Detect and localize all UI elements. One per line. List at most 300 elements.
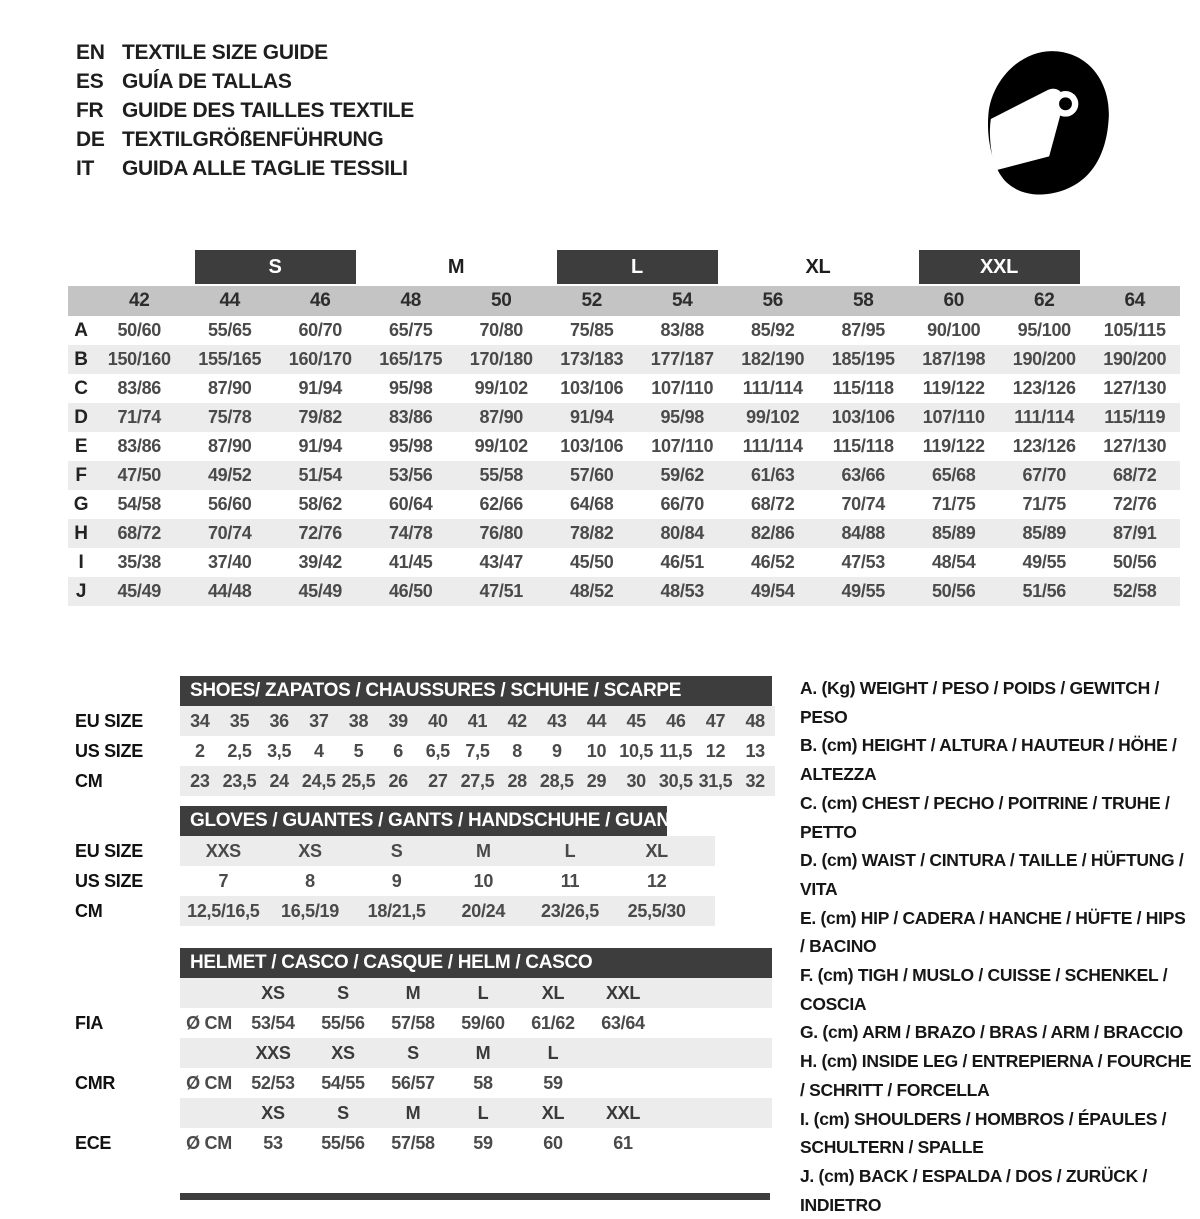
row-values (180, 706, 775, 736)
size-value: 67/70 (1022, 465, 1067, 485)
size-value: 95/100 (1017, 320, 1071, 340)
size-value: 177/187 (650, 349, 714, 369)
value-cell: 2,5 (227, 740, 252, 761)
size-value: 90/100 (927, 320, 981, 340)
value-cell: 28,5 (539, 770, 574, 791)
language-code: IT (76, 156, 95, 180)
row-strip (180, 1128, 772, 1158)
size-value: 35/38 (117, 552, 162, 572)
helmet-value: 59/60 (461, 1012, 505, 1033)
size-value: 83/86 (117, 378, 162, 398)
textile-row-g (68, 490, 1180, 519)
size-value: 155/165 (198, 349, 262, 369)
size-band-row (68, 250, 1180, 286)
size-number-row (68, 286, 1180, 316)
language-title: GUIDE DES TAILLES TEXTILE (122, 98, 414, 122)
size-number: 46 (309, 290, 331, 311)
size-value: 119/122 (922, 436, 985, 456)
size-value: 87/90 (207, 378, 252, 398)
size-number: 52 (581, 290, 603, 311)
size-value: 49/55 (841, 581, 886, 601)
language-code: ES (76, 69, 104, 93)
helmet-value: 63/64 (601, 1012, 645, 1033)
size-value: 87/95 (841, 320, 886, 340)
size-number: 64 (1124, 290, 1146, 311)
size-value: 39/42 (298, 552, 343, 572)
shoes-rows (75, 706, 775, 796)
language-title: TEXTILE SIZE GUIDE (122, 40, 328, 64)
size-value: 51/54 (298, 465, 343, 485)
value-cell: 41 (467, 710, 488, 731)
helmet-value: 56/57 (391, 1072, 435, 1093)
value-cell: 30,5 (658, 770, 693, 791)
size-value: 78/82 (569, 523, 614, 543)
language-title: TEXTILGRÖßENFÜHRUNG (122, 127, 384, 151)
value-cell: 8 (305, 870, 315, 891)
row-letter: D (74, 406, 88, 428)
size-value: 79/82 (298, 407, 343, 427)
value-cell: 46 (666, 710, 686, 731)
size-value: 83/86 (388, 407, 433, 427)
size-value: 115/118 (832, 378, 894, 398)
size-value: 70/74 (841, 494, 886, 514)
size-value: 99/102 (746, 407, 800, 427)
value-cell: L (564, 840, 576, 861)
size-band-m: M (447, 255, 465, 278)
size-value: 115/119 (1104, 407, 1166, 427)
size-value: 91/94 (569, 407, 614, 427)
value-cell: 9 (391, 870, 402, 891)
value-cell: 7 (218, 870, 229, 891)
size-value: 49/55 (1022, 552, 1067, 572)
value-cell: 23 (190, 770, 210, 791)
helmet-value: 55/56 (321, 1012, 365, 1033)
size-value: 103/106 (831, 407, 895, 427)
value-cell: 27 (428, 770, 448, 791)
size-value: 91/94 (298, 378, 343, 398)
size-value: 107/110 (922, 407, 985, 427)
legend-item: F. (cm) TIGH / MUSLO / CUISSE / SCHENKEL / COSCIA (800, 965, 1168, 1014)
value-cell: XL (645, 840, 668, 861)
size-value: 190/200 (1012, 349, 1076, 369)
legend-item: I. (cm) SHOULDERS / HOMBROS / ÉPAULES / SCHULTERN / SPALLE (800, 1108, 1167, 1158)
value-cell: 36 (269, 710, 289, 731)
value-cell: 20/24 (461, 900, 506, 921)
size-band-s: S (195, 250, 356, 284)
value-cell: 37 (309, 710, 329, 731)
legend-item: C. (cm) CHEST / PECHO / POITRINE / TRUHE / PETTO (800, 792, 1170, 842)
helmet-value (588, 1068, 658, 1098)
size-value: 37/40 (207, 552, 252, 572)
legend-item: G. (cm) ARM / BRAZO / BRAS / ARM / BRACCIO (800, 1022, 1183, 1043)
helmet-size: XS (331, 1042, 355, 1063)
size-value: 103/106 (560, 378, 624, 398)
measure-row (75, 706, 775, 736)
row-strip (180, 866, 715, 896)
value-cell: 10 (473, 870, 494, 891)
value-cell: 27,5 (460, 770, 495, 791)
size-value: 160/170 (288, 349, 352, 369)
row-letter: H (74, 522, 88, 544)
size-value: 44/48 (207, 581, 252, 601)
size-value: 52/58 (1112, 581, 1157, 601)
size-number: 58 (852, 290, 874, 311)
row-strip (180, 896, 715, 926)
measure-row (75, 836, 715, 866)
size-value: 80/84 (660, 523, 705, 543)
size-value: 190/200 (1103, 349, 1167, 369)
size-value: 127/130 (1103, 436, 1167, 456)
row-label (75, 1038, 180, 1068)
textile-row-b (68, 345, 1180, 374)
language-code: DE (76, 127, 105, 151)
standard-label: ECE (75, 1132, 112, 1153)
row-letter: G (73, 493, 89, 515)
textile-row-a (68, 316, 1180, 345)
helmet-size (588, 1038, 658, 1068)
helmet-size: M (475, 1042, 491, 1063)
helmet-size: M (405, 1102, 421, 1123)
shoes-table (75, 676, 775, 796)
size-value: 123/126 (1012, 436, 1076, 456)
row-values (180, 896, 700, 926)
size-value: 111/114 (742, 378, 803, 398)
value-cell: 23,5 (222, 770, 257, 791)
row-letter: F (75, 464, 87, 486)
size-value: 70/74 (207, 523, 252, 543)
helmet-values-row (75, 1128, 772, 1158)
size-value: 51/56 (1022, 581, 1067, 601)
size-number: 50 (490, 290, 512, 311)
row-values (180, 1098, 658, 1128)
size-value: 55/65 (207, 320, 252, 340)
value-cell: 40 (428, 710, 448, 731)
size-value: 82/86 (750, 523, 795, 543)
helmet-size: XS (261, 982, 285, 1003)
helmet-value: 53/54 (251, 1012, 295, 1033)
size-value: 115/118 (832, 436, 894, 456)
helmet-size: S (337, 982, 349, 1003)
size-value: 111/114 (1014, 407, 1075, 427)
row-strip (180, 736, 775, 766)
row-strip (180, 978, 772, 1008)
size-value: 170/180 (469, 349, 533, 369)
value-cell: 11 (560, 870, 580, 891)
textile-row-h (68, 519, 1180, 548)
row-letter: C (74, 377, 88, 399)
textile-row-c (68, 374, 1180, 403)
value-cell: 47 (705, 710, 726, 731)
size-value: 71/74 (117, 407, 162, 427)
size-value: 45/50 (569, 552, 614, 572)
value-cell: S (390, 840, 403, 861)
size-value: 56/60 (207, 494, 252, 514)
legend-item: A. (Kg) WEIGHT / PESO / POIDS / GEWITCH / PESO (800, 678, 1160, 727)
value-cell: 6,5 (425, 740, 450, 761)
size-band-xl: XL (805, 255, 831, 278)
size-band-xxl: XXL (919, 250, 1080, 284)
size-value: 127/130 (1103, 378, 1167, 398)
row-values (180, 1128, 658, 1158)
size-value: 46/51 (660, 552, 705, 572)
row-letter: I (78, 551, 84, 573)
row-letter: A (74, 319, 88, 341)
gloves-rows (75, 836, 715, 926)
helmet-value: 59 (543, 1072, 563, 1093)
helmet-size: L (477, 982, 489, 1003)
size-value: 66/70 (660, 494, 705, 514)
row-label (75, 978, 180, 1008)
helmet-value: 57/58 (391, 1132, 435, 1153)
size-value: 91/94 (298, 436, 343, 456)
value-cell: 25,5/30 (627, 900, 686, 921)
row-values (180, 736, 775, 766)
size-value: 185/195 (831, 349, 895, 369)
size-value: 60/70 (298, 320, 343, 340)
measure-row (75, 866, 715, 896)
unit-spacer (180, 978, 238, 1008)
size-value: 64/68 (569, 494, 614, 514)
helmet-value: 58 (473, 1072, 493, 1093)
size-value: 60/64 (388, 494, 433, 514)
row-values (180, 866, 700, 896)
size-value: 68/72 (750, 494, 795, 514)
value-cell: 43 (547, 710, 567, 731)
helmet-sizes-row (75, 1038, 772, 1068)
value-cell: 28 (507, 770, 527, 791)
value-cell: 45 (626, 710, 646, 731)
size-value: 50/56 (931, 581, 976, 601)
textile-size-table (68, 250, 1180, 606)
measurement-legend (800, 674, 1194, 1219)
row-strip (180, 836, 715, 866)
size-value: 70/80 (479, 320, 524, 340)
size-number: 60 (943, 290, 965, 311)
value-cell: 29 (586, 770, 607, 791)
language-code: FR (76, 98, 104, 122)
language-row (76, 67, 414, 96)
row-values (180, 766, 775, 796)
helmet-title-bar: HELMET / CASCO / CASQUE / HELM / CASCO (180, 948, 772, 978)
size-value: 107/110 (651, 378, 714, 398)
row-label: CM (75, 900, 103, 921)
value-cell: 16,5/19 (281, 900, 339, 921)
size-value: 71/75 (1022, 494, 1067, 514)
row-label: EU SIZE (75, 710, 143, 731)
language-row (76, 154, 414, 183)
row-values (180, 1068, 658, 1098)
row-letter: E (74, 435, 88, 457)
size-value: 49/52 (207, 465, 252, 485)
helmet-value: 54/55 (321, 1072, 365, 1093)
size-value: 46/52 (750, 552, 795, 572)
size-value: 173/183 (560, 349, 624, 369)
textile-row-d (68, 403, 1180, 432)
size-value: 48/53 (660, 581, 705, 601)
helmet-sizes-row (75, 1098, 772, 1128)
language-row (76, 96, 414, 125)
size-value: 84/88 (841, 523, 886, 543)
value-cell: 24,5 (301, 770, 336, 791)
helmet-value: 52/53 (251, 1072, 295, 1093)
size-value: 123/126 (1012, 378, 1076, 398)
size-value: 85/92 (750, 320, 795, 340)
row-letter: J (75, 580, 87, 602)
row-strip (180, 1008, 772, 1038)
size-value: 49/54 (750, 581, 795, 601)
size-value: 46/50 (388, 581, 433, 601)
value-cell: 12 (705, 740, 726, 761)
language-list (76, 38, 414, 183)
value-cell: 2 (194, 740, 205, 761)
size-value: 85/89 (931, 523, 976, 543)
value-cell: 35 (229, 710, 250, 731)
size-value: 72/76 (298, 523, 343, 543)
row-values (180, 1038, 658, 1068)
helmet-values-row (75, 1068, 772, 1098)
size-value: 87/90 (479, 407, 524, 427)
row-label: EU SIZE (75, 840, 143, 861)
value-cell: 5 (353, 740, 364, 761)
size-value: 95/98 (388, 378, 433, 398)
size-value: 59/62 (660, 465, 705, 485)
helmet-value: 55/56 (321, 1132, 365, 1153)
value-cell: 39 (388, 710, 408, 731)
size-number: 54 (671, 290, 693, 311)
row-label: US SIZE (75, 870, 143, 891)
helmet-size: XXS (255, 1042, 291, 1063)
size-value: 50/56 (1112, 552, 1157, 572)
measure-row (75, 896, 715, 926)
value-cell: 8 (512, 740, 523, 761)
helmet-size: S (407, 1042, 419, 1063)
textile-row-f (68, 461, 1180, 490)
size-number: 42 (128, 290, 150, 311)
size-value: 45/49 (117, 581, 162, 601)
size-value: 74/78 (388, 523, 433, 543)
size-value: 107/110 (651, 436, 714, 456)
size-value: 47/51 (479, 581, 524, 601)
racing-helmet-icon (978, 40, 1118, 205)
value-cell: 7,5 (465, 740, 490, 761)
value-cell: 23/26,5 (541, 900, 599, 921)
row-values (180, 978, 658, 1008)
size-value: 105/115 (1103, 320, 1166, 340)
size-value: 150/160 (107, 349, 171, 369)
legend-item: E. (cm) HIP / CADERA / HANCHE / HÜFTE / HIPS / BACINO (800, 907, 1186, 957)
unit-label: Ø CM (186, 1012, 232, 1033)
value-cell: 38 (348, 710, 369, 731)
standard-label: FIA (75, 1012, 104, 1033)
value-cell: 32 (745, 770, 765, 791)
size-value: 65/68 (931, 465, 976, 485)
value-cell: 12,5/16,5 (187, 900, 260, 921)
size-value: 63/66 (841, 465, 886, 485)
textile-rows (68, 316, 1180, 606)
size-value: 76/80 (479, 523, 524, 543)
size-value: 71/75 (931, 494, 976, 514)
size-value: 103/106 (560, 436, 624, 456)
value-cell: 26 (388, 770, 408, 791)
value-cell: 24 (269, 770, 289, 791)
size-value: 43/47 (479, 552, 524, 572)
value-cell: 48 (745, 710, 765, 731)
size-number-spacer (68, 286, 94, 316)
row-values (180, 836, 700, 866)
row-label: CM (75, 770, 103, 791)
size-value: 111/114 (742, 436, 803, 456)
value-cell: 12 (646, 870, 667, 891)
size-value: 187/198 (922, 349, 986, 369)
helmet-value: 61/62 (531, 1012, 575, 1033)
size-value: 48/54 (931, 552, 976, 572)
size-value: 53/56 (388, 465, 433, 485)
measure-row (75, 766, 775, 796)
textile-row-i (68, 548, 1180, 577)
size-value: 85/89 (1022, 523, 1067, 543)
size-value: 68/72 (1112, 465, 1157, 485)
size-value: 61/63 (750, 465, 795, 485)
size-value: 95/98 (388, 436, 433, 456)
unit-spacer (180, 1098, 238, 1128)
size-value: 54/58 (117, 494, 162, 514)
value-cell: 11,5 (659, 740, 693, 761)
size-value: 119/122 (922, 378, 985, 398)
helmet-value: 53 (263, 1132, 283, 1153)
helmet-size: L (547, 1042, 559, 1063)
size-value: 75/78 (207, 407, 252, 427)
measure-row (75, 736, 775, 766)
size-value: 58/62 (298, 494, 343, 514)
value-cell: XXS (205, 840, 241, 861)
value-cell: 3,5 (267, 740, 292, 761)
textile-row-e (68, 432, 1180, 461)
language-title: GUÍA DE TALLAS (122, 69, 292, 93)
size-value: 47/50 (117, 465, 162, 485)
size-number: 56 (762, 290, 784, 311)
value-cell: 4 (313, 740, 324, 761)
value-cell: 10 (586, 740, 607, 761)
size-value: 50/60 (117, 320, 162, 340)
helmet-size: L (477, 1102, 489, 1123)
size-value: 75/85 (569, 320, 614, 340)
size-value: 41/45 (388, 552, 433, 572)
size-value: 65/75 (388, 320, 433, 340)
size-value: 47/53 (841, 552, 886, 572)
size-value: 68/72 (117, 523, 162, 543)
value-cell: 13 (745, 740, 765, 761)
value-cell: 30 (626, 770, 646, 791)
language-code: EN (76, 40, 105, 64)
size-number: 48 (400, 290, 422, 311)
language-title: GUIDA ALLE TAGLIE TESSILI (122, 156, 408, 180)
helmet-size: XL (541, 982, 565, 1003)
size-value: 83/86 (117, 436, 162, 456)
value-cell: 44 (586, 710, 607, 731)
legend-item: J. (cm) BACK / ESPALDA / DOS / ZURÜCK / INDIETRO (800, 1165, 1148, 1215)
helmet-size: XXL (605, 1102, 641, 1123)
value-cell: 34 (190, 710, 210, 731)
size-value: 72/76 (1112, 494, 1157, 514)
row-label (75, 1098, 180, 1128)
size-value: 99/102 (474, 378, 528, 398)
cropped-next-section-bar (180, 1193, 770, 1200)
size-value: 83/88 (660, 320, 705, 340)
size-value: 45/49 (298, 581, 343, 601)
row-strip (180, 1068, 772, 1098)
language-row (76, 38, 414, 67)
helmet-value: 60 (543, 1132, 563, 1153)
